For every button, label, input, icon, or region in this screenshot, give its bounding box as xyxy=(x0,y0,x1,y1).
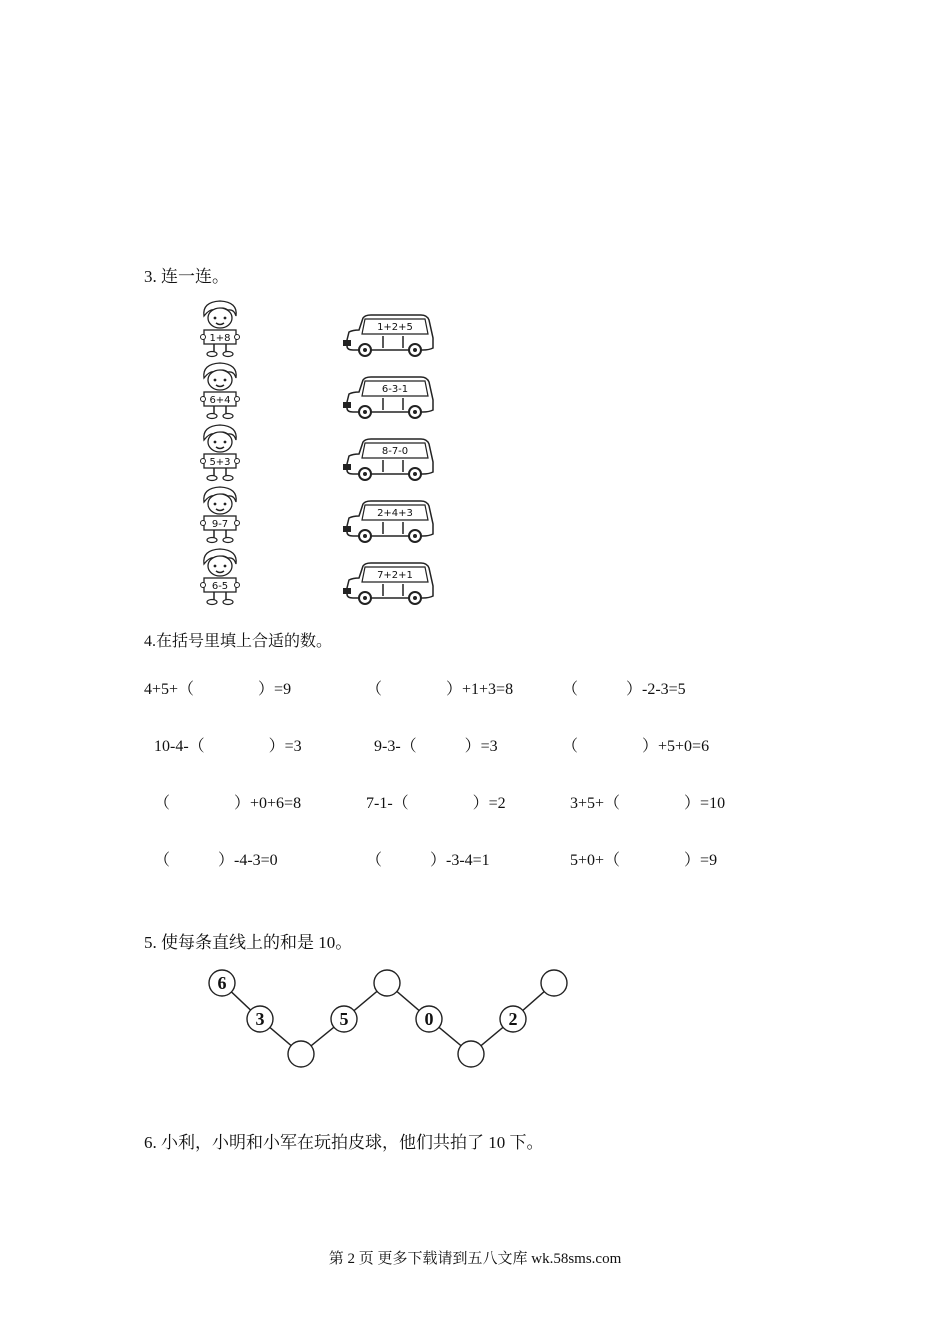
equation-r1-c1: 4+5+（ ）=9 xyxy=(144,681,292,698)
question-4-title: 4.在括号里填上合适的数。 xyxy=(144,633,333,650)
connector-line xyxy=(311,1027,334,1046)
equation-r4-c1: （ ）-4-3=0 xyxy=(154,852,278,869)
car-window-label: 8-7-0 xyxy=(381,446,409,457)
equation-r3-c1: （ ）+0+6=8 xyxy=(154,795,302,812)
kid-sign-label: 5+3 xyxy=(209,457,231,468)
car-window-label: 1+2+5 xyxy=(377,322,413,333)
car-figure xyxy=(343,377,433,418)
number-circle[interactable] xyxy=(541,970,567,996)
equation-r2-c3: （ ）+5+0=6 xyxy=(562,738,710,755)
kid-figure xyxy=(201,301,240,357)
circle-number: 5 xyxy=(339,1009,349,1029)
car-figure xyxy=(343,439,433,480)
zigzag-svg xyxy=(200,965,580,1070)
zigzag-diagram xyxy=(200,965,580,1070)
kid-figure xyxy=(201,363,240,419)
equation-r3-c2: 7-1-（ ）=2 xyxy=(366,795,506,812)
circle-number: 2 xyxy=(508,1009,518,1029)
number-circle[interactable] xyxy=(374,970,400,996)
connector-line xyxy=(481,1027,503,1045)
page-footer: 第 2 页 更多下载请到五八文库 wk.58sms.com xyxy=(328,1251,622,1267)
number-circle[interactable] xyxy=(288,1041,314,1067)
equation-r3-c3: 3+5+（ ）=10 xyxy=(570,795,726,812)
kid-figure xyxy=(201,487,240,543)
connector-line xyxy=(354,991,377,1010)
equation-r1-c2: （ ）+1+3=8 xyxy=(366,681,514,698)
kid-sign-label: 6-5 xyxy=(211,581,229,592)
car-figure xyxy=(343,315,433,356)
circle-number: 3 xyxy=(255,1009,265,1029)
question-6-title: 6. 小利，小明和小军在玩拍皮球，他们共拍了 10 下。 xyxy=(144,1133,544,1152)
kid-sign-label: 9-7 xyxy=(211,519,229,530)
circle-number: 6 xyxy=(217,973,227,993)
car-window-label: 6-3-1 xyxy=(381,384,409,395)
equation-r2-c1: 10-4-（ ）=3 xyxy=(154,738,302,755)
kid-sign-label: 6+4 xyxy=(209,395,231,406)
equation-r2-c2: 9-3-（ ）=3 xyxy=(374,738,498,755)
matching-svg xyxy=(195,300,455,610)
question-5-title: 5. 使每条直线上的和是 10。 xyxy=(144,933,353,952)
equation-r1-c3: （ ）-2-3=5 xyxy=(562,681,686,698)
equation-r4-c3: 5+0+（ ）=9 xyxy=(570,852,718,869)
number-circle[interactable] xyxy=(458,1041,484,1067)
matching-area xyxy=(195,300,455,610)
question-3-title: 3. 连一连。 xyxy=(144,267,229,286)
connector-line xyxy=(231,992,250,1010)
kid-figure xyxy=(201,549,240,605)
car-figure xyxy=(343,563,433,604)
kid-sign-label: 1+8 xyxy=(209,333,231,344)
connector-line xyxy=(397,991,419,1010)
car-figure xyxy=(343,501,433,542)
connector-line xyxy=(439,1027,461,1045)
kid-figure xyxy=(201,425,240,481)
connector-line xyxy=(523,992,544,1011)
equation-r4-c2: （ ）-3-4=1 xyxy=(366,852,490,869)
car-window-label: 7+2+1 xyxy=(377,570,413,581)
car-window-label: 2+4+3 xyxy=(377,508,413,519)
circle-number: 0 xyxy=(424,1009,434,1029)
connector-line xyxy=(270,1027,291,1045)
